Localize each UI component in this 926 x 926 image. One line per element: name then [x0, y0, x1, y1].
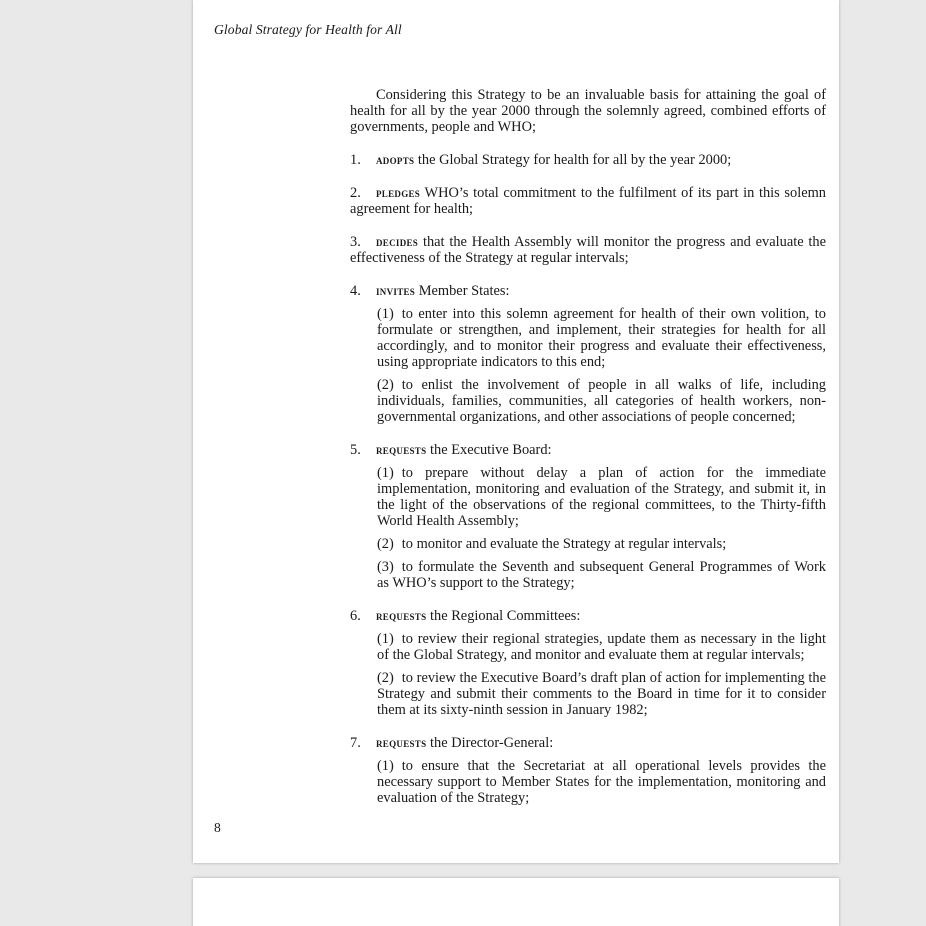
- item-text: the Executive Board:: [430, 442, 552, 458]
- item-text: Member States:: [418, 283, 510, 299]
- operative-item-2: [350, 185, 826, 217]
- item-text: the Global Strategy for health for all by the year 2000;: [417, 152, 732, 168]
- sub-item: [377, 559, 826, 591]
- sub-item-text: to enlist the involvement of people in all walks of life, including individuals, families, communities, all categories of health workers, non-governmental organizations, and other associations of people concerned;: [377, 377, 826, 425]
- sub-item-number: (1): [377, 465, 394, 481]
- sub-item-list: [377, 465, 826, 591]
- operative-item-3: [350, 234, 826, 266]
- sub-item-text: to ensure that the Secretariat at all operational levels provides the necessary support to Member States for the implementation, monitoring and evaluation of the Strategy;: [377, 758, 826, 806]
- sub-item: [377, 306, 826, 370]
- preamble-paragraph: Considering this Strategy to be an invaluable basis for attaining the goal of health for all by the year 2000 through the solemnly agreed, combined efforts of governments, people and WHO;: [350, 87, 826, 135]
- item-text: the Regional Committees:: [430, 608, 581, 624]
- item-number: 4.: [350, 283, 361, 299]
- sub-item-text: to review their regional strategies, update them as necessary in the light of the Global Strategy, and monitor and evaluate them at regular intervals;: [377, 631, 826, 663]
- document-page: [193, 0, 839, 863]
- next-page: [193, 878, 839, 926]
- item-number: 6.: [350, 608, 361, 624]
- sub-item-list: [377, 631, 826, 718]
- item-number: 1.: [350, 152, 361, 168]
- sub-item-number: (1): [377, 758, 394, 774]
- sub-item-number: (1): [377, 306, 394, 322]
- operative-verb: pledges: [376, 186, 421, 200]
- operative-item-4: [350, 283, 826, 425]
- sub-item-text: to enter into this solemn agreement for health of their own volition, to formulate or strengthen, and implement, their strategies for health for all accordingly, and to monitor their progress and evaluate their effectiveness, using appropriate indicators to this end;: [377, 306, 826, 370]
- item-number: 7.: [350, 735, 361, 751]
- item-number: 2.: [350, 185, 361, 201]
- operative-verb: decides: [376, 235, 419, 249]
- sub-item-number: (2): [377, 536, 394, 552]
- resolution-body: [350, 87, 826, 823]
- sub-item: [377, 465, 826, 529]
- item-text: the Director-General:: [430, 735, 554, 751]
- sub-item-number: (2): [377, 670, 394, 686]
- sub-item-text: to formulate the Seventh and subsequent General Programmes of Work as WHO’s support to the Strategy;: [377, 559, 826, 591]
- operative-verb: requests: [376, 609, 427, 623]
- sub-item-number: (1): [377, 631, 394, 647]
- operative-verb: requests: [376, 736, 427, 750]
- sub-item-list: [377, 758, 826, 806]
- operative-verb: adopts: [376, 153, 415, 167]
- sub-item-number: (3): [377, 559, 394, 575]
- sub-item-text: to prepare without delay a plan of action for the immediate implementation, monitoring and evaluation of the Strategy, and submit it, in the light of the observations of the regional committees, to the Thirty-fifth World Health Assembly;: [377, 465, 826, 529]
- sub-item-text: to monitor and evaluate the Strategy at regular intervals;: [401, 536, 727, 552]
- item-text: WHO’s total commitment to the fulfilment of its part in this solemn agreement for health;: [350, 185, 826, 217]
- operative-item-6: [350, 608, 826, 718]
- operative-verb: invites: [376, 284, 416, 298]
- sub-item-number: (2): [377, 377, 394, 393]
- sub-item: [377, 377, 826, 425]
- sub-item-text: to review the Executive Board’s draft plan of action for implementing the Strategy and submit their comments to the Board in time for it to consider them at its sixty-ninth session in January 1982;: [377, 670, 826, 718]
- operative-item-5: [350, 442, 826, 591]
- item-number: 3.: [350, 234, 361, 250]
- operative-item-7: [350, 735, 826, 806]
- sub-item: [377, 670, 826, 718]
- operative-verb: requests: [376, 443, 427, 457]
- sub-item: [377, 536, 826, 552]
- sub-item-list: [377, 306, 826, 425]
- item-text: that the Health Assembly will monitor the progress and evaluate the effectiveness of the Strategy at regular intervals;: [350, 234, 826, 266]
- operative-item-1: [350, 152, 826, 168]
- sub-item: [377, 758, 826, 806]
- sub-item: [377, 631, 826, 663]
- page-number: 8: [214, 820, 221, 835]
- running-head: Global Strategy for Health for All: [214, 22, 402, 37]
- item-number: 5.: [350, 442, 361, 458]
